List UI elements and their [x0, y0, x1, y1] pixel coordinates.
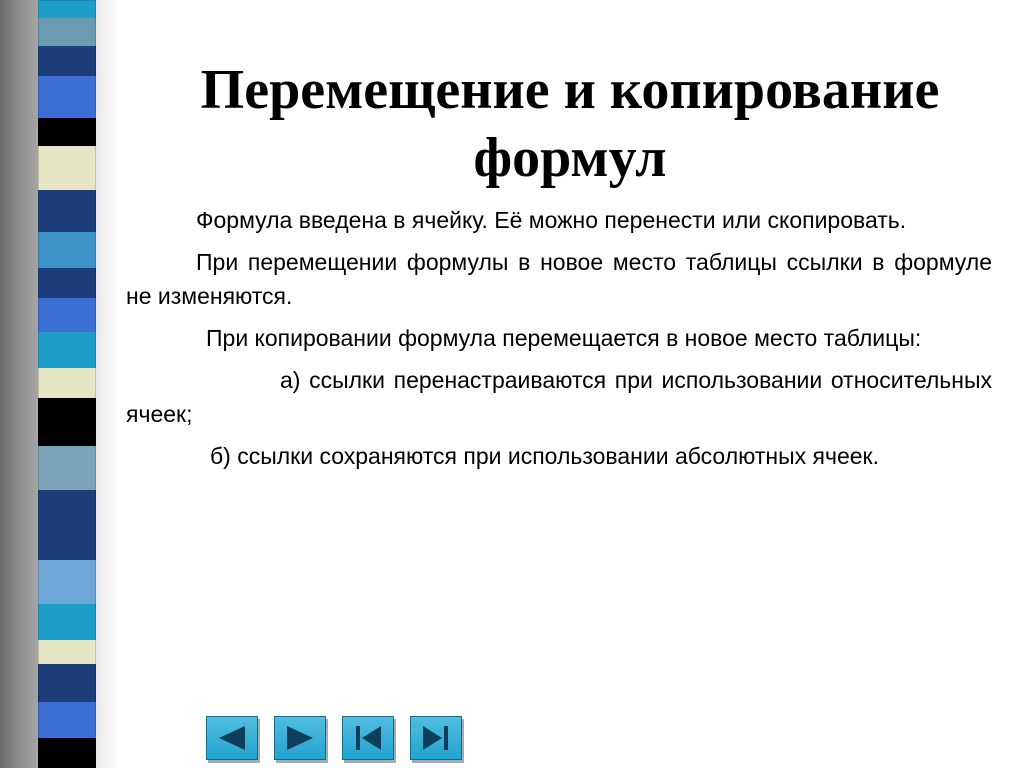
- paragraph-relative-refs: а) ссылки перенастраиваются при использовании относительных ячеек;: [126, 367, 992, 427]
- skip-to-start-icon: [351, 724, 385, 752]
- triangle-left-icon: [215, 724, 249, 752]
- first-slide-button[interactable]: [342, 716, 394, 760]
- paragraph-moving-formula: При перемещении формулы в новое место таблицы ссылки в формуле не изменяются.: [126, 249, 992, 309]
- next-slide-button[interactable]: [274, 716, 326, 760]
- previous-slide-button[interactable]: [206, 716, 258, 760]
- slide-title-line-2: формул: [473, 127, 667, 189]
- slide-title: [130, 56, 1010, 192]
- paragraph-copying-formula: При копировании формула перемещается в новое место таблицы:: [206, 325, 922, 351]
- slide-body: [126, 203, 992, 481]
- skip-to-end-icon: [419, 724, 453, 752]
- last-slide-button[interactable]: [410, 716, 462, 760]
- decorative-striped-bar: [38, 0, 96, 768]
- slide-title-line-1: Перемещение и копирование: [200, 59, 940, 121]
- paragraph-formula-entered: Формула введена в ячейку. Её можно перенести или скопировать.: [196, 207, 907, 233]
- triangle-right-icon: [283, 724, 317, 752]
- paragraph-absolute-refs: б) ссылки сохраняются при использовании абсолютных ячеек.: [210, 443, 880, 469]
